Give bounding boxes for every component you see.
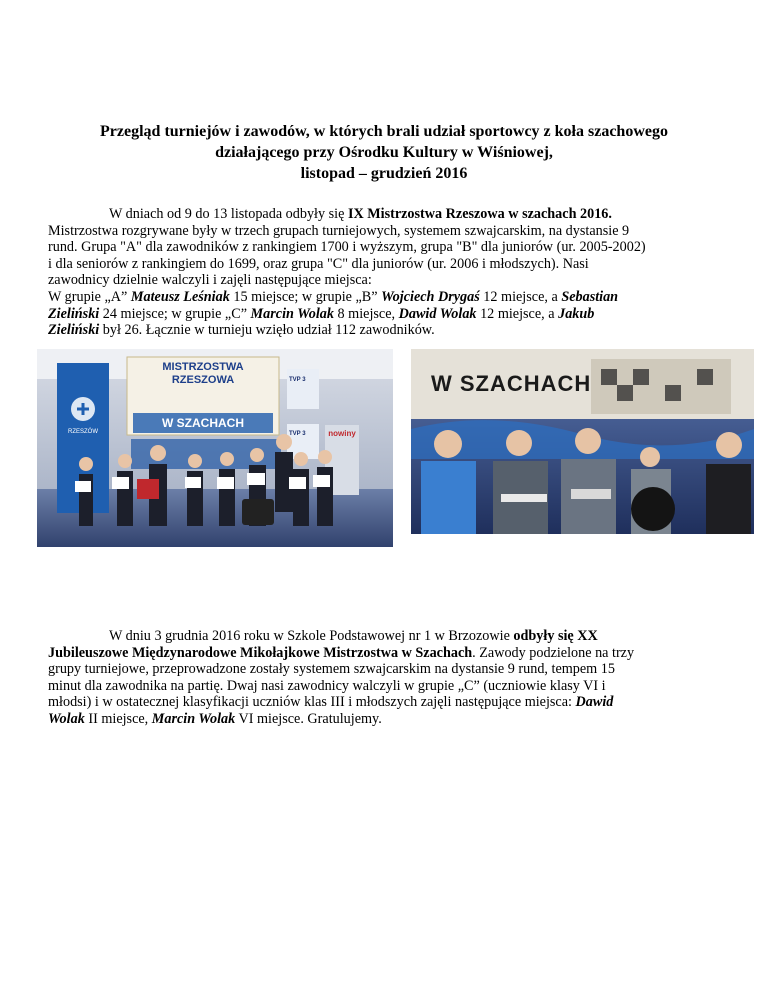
banner-text: W SZACHACH xyxy=(431,371,592,396)
p1-line-2: Mistrzostwa rozgrywane były w trzech grupach turniejowych, systemem szwajcarskim, na dystansie 9 xyxy=(48,222,630,239)
player-name: Wolak xyxy=(48,710,85,727)
player-name: Wojciech Drygaś xyxy=(381,288,480,305)
tv-logo: TVP 3 xyxy=(289,431,306,437)
player-name: Zieliński xyxy=(48,322,100,339)
banner-title: MISTRZOSTWA RZESZOWA xyxy=(162,361,244,386)
player-name: Sebastian xyxy=(561,288,619,305)
city-label: RZESZÓW xyxy=(68,429,98,435)
player-name: Jakub xyxy=(558,305,595,322)
p1-line-6: W grupie „A” Mateusz Leśniak 15 miejsce; w grupie „B” Wojciech Drygaś 12 miejsce, a Sebastian xyxy=(48,288,619,305)
tv-logo: TVP 3 xyxy=(289,377,306,383)
event-name: Jubileuszowe Międzynarodowe Mikołajkowe Mistrzostwa w Szachach xyxy=(48,644,473,661)
p1-line-7: Zieliński 24 miejsce; w grupie „C” Marcin Wolak 8 miejsce, Dawid Wolak 12 miejsce, a Jakub xyxy=(48,305,595,322)
p1-line-4: i dla seniorów z rankingiem do 1699, oraz grupa "C" dla juniorów (ur. 2006 i młodszych). Nasi xyxy=(48,255,589,272)
p2-line-2: Jubileuszowe Międzynarodowe Mikołajkowe Mistrzostwa w Szachach. Zawody podzielone na trzy xyxy=(48,644,635,661)
newspaper-logo: nowiny xyxy=(328,429,356,438)
p1-line-5: zawodnicy dzielnie walczyli i zajęli następujące miejsca: xyxy=(48,272,372,289)
player-name: Dawid Wolak xyxy=(398,305,477,322)
player-name: Dawid xyxy=(575,694,614,711)
paragraph-rzeszow-championship xyxy=(48,206,724,339)
player-name: Marcin Wolak xyxy=(250,305,334,322)
player-name: Zieliński xyxy=(48,305,100,322)
p2-line-5: młodsi) i w ostatecznej klasyfikacji uczniów klas III i młodszych zajęli następujące miejsca: Dawid xyxy=(48,694,614,711)
p2-line-4: minut dla zawodnika na partię. Dwaj nasi zawodnicy walczyli w grupie „C” (uczniowie klasy VI i xyxy=(48,677,606,694)
photo-brzozow-award xyxy=(411,349,754,534)
paragraph-brzozow-championship xyxy=(48,628,724,728)
p2-line-3: grupy turniejowe, przeprowadzone zostały systemem szwajcarskim na dystansie 9 rund, tempem 15 xyxy=(48,661,615,678)
player-name: Marcin Wolak xyxy=(151,710,236,727)
banner-subtitle: W SZACHACH xyxy=(162,416,244,430)
p1-line-1: W dniach od 9 do 13 listopada odbyły się IX Mistrzostwa Rzeszowa w szachach 2016. xyxy=(109,206,612,222)
title-line-3: listopad – grudzień 2016 xyxy=(300,165,468,182)
p1-line-3: rund. Grupa "A" dla zawodników z rankingiem 1700 i wyższym, grupa "B" dla juniorów (ur. 2005-2002) xyxy=(48,239,646,256)
p2-line-6: Wolak II miejsce, Marcin Wolak VI miejsce. Gratulujemy. xyxy=(48,710,382,727)
p2-line-1: W dniu 3 grudnia 2016 roku w Szkole Podstawowej nr 1 w Brzozowie odbyły się XX xyxy=(109,628,598,644)
title-line-1: Przegląd turniejów i zawodów, w których brali udział sportowcy z koła szachowego xyxy=(100,123,668,140)
title-line-2: działającego przy Ośrodku Kultury w Wiśniowej, xyxy=(215,144,553,161)
p1-line-8: Zieliński był 26. Łącznie w turnieju wzięło udział 112 zawodników. xyxy=(48,322,435,339)
photo-rzeszow-participants xyxy=(37,349,393,547)
document-title xyxy=(40,121,728,184)
event-name: IX Mistrzostwa Rzeszowa w szachach 2016. xyxy=(347,206,612,222)
player-name: Mateusz Leśniak xyxy=(130,288,230,305)
